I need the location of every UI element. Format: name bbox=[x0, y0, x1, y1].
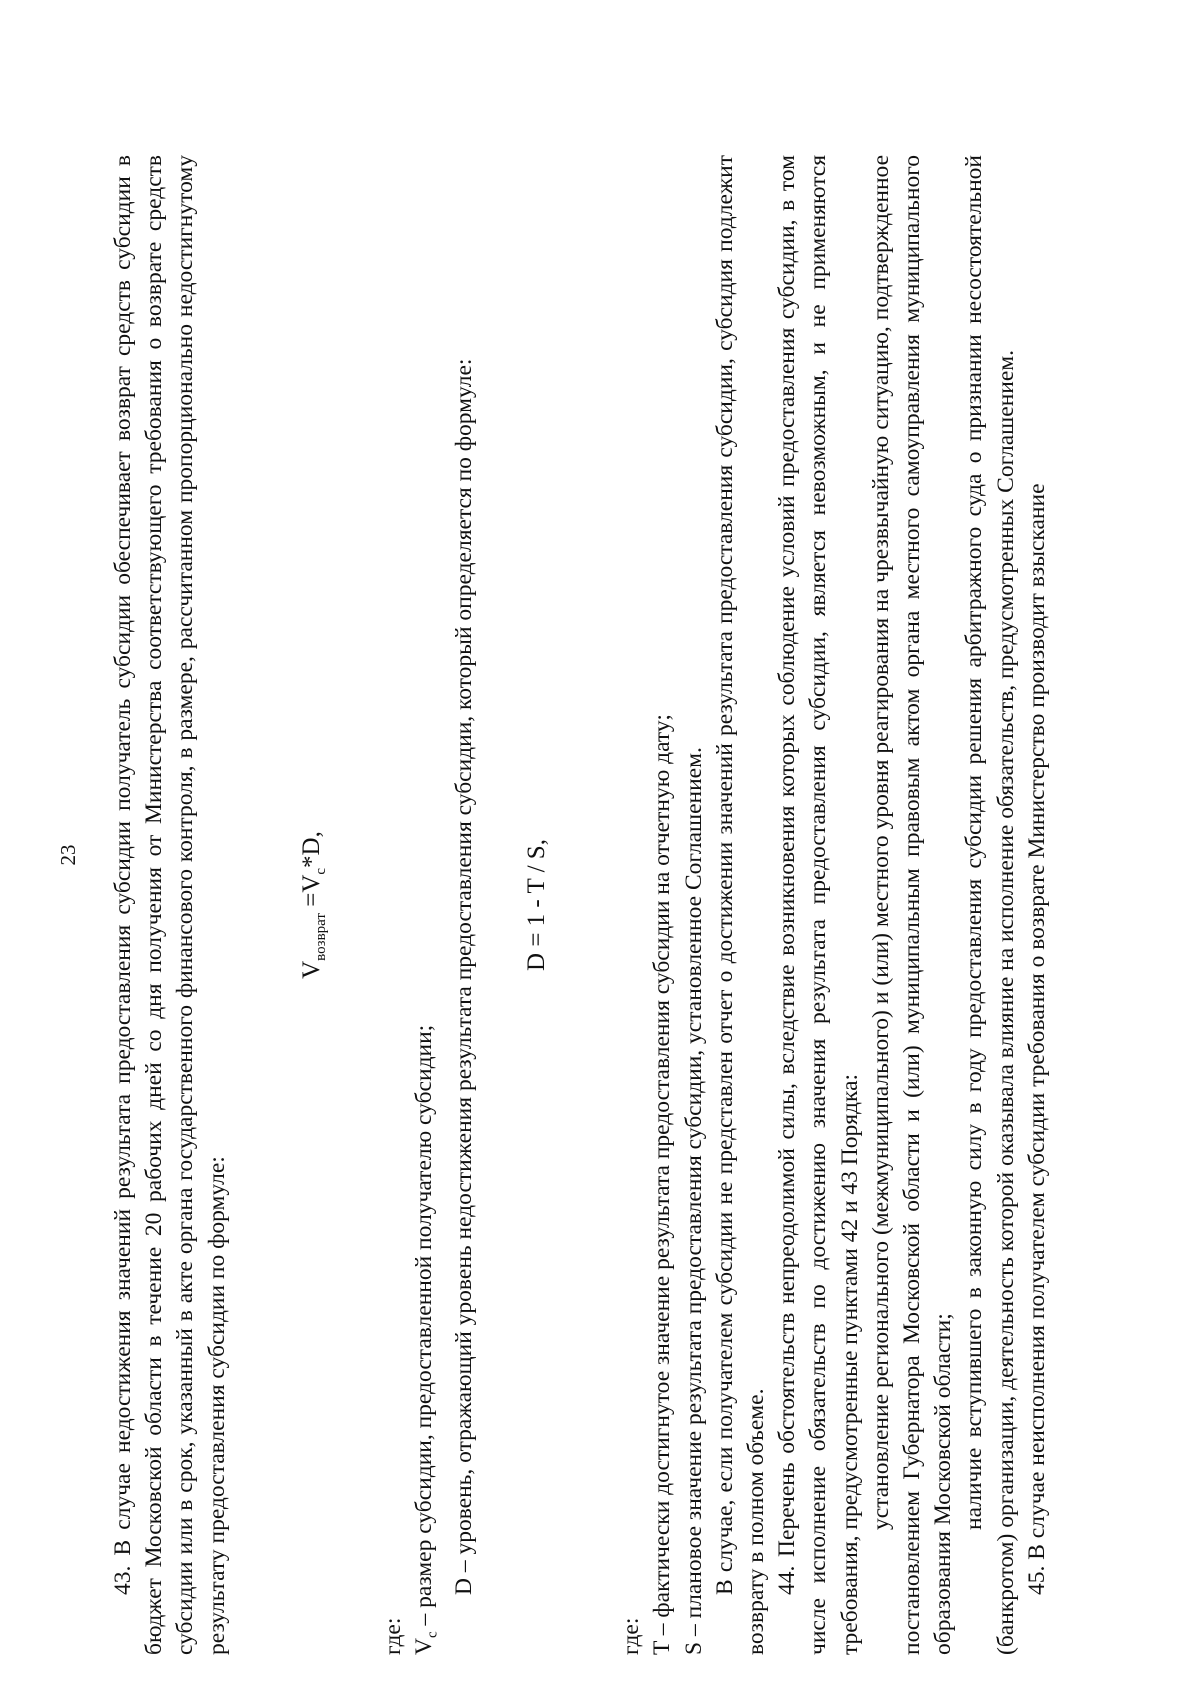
paragraph-44: 44. Перечень обстоятельств непреодолимой силы, вследствие возникновения которых соблюдение условий предоставления субсидии, в том числе исполнение обязательств по достижению значения результата предоставления субсидии, является невозможным, и не применяются требования, предусмотренные пунктами 42 и 43 Порядка: bbox=[774, 155, 863, 1655]
legend-vc-symbol: V bbox=[411, 1638, 438, 1655]
formula-rest: *D, bbox=[297, 831, 325, 868]
formula-level: D = 1 - T / S, bbox=[523, 839, 551, 971]
legend-t: T – фактически достигнутое значение результата предоставления субсидии на отчетную дату; bbox=[649, 714, 676, 1655]
legend-vc-text: – размер субсидии, предоставленной получателю субсидии; bbox=[411, 1024, 438, 1632]
legend-vc-subscript: c bbox=[424, 1631, 441, 1639]
where-label: где: bbox=[618, 1617, 645, 1655]
spacer bbox=[554, 155, 616, 1655]
legend-s: S – плановое значение результата предоставления субсидии, установленное Соглашением. bbox=[680, 747, 707, 1655]
document-page bbox=[50, 55, 1150, 1655]
spacer bbox=[338, 155, 378, 1655]
legend-d: D – уровень, отражающий уровень недостижения результата предоставления субсидии, который определяется по формуле: bbox=[450, 358, 477, 1595]
legend-vc bbox=[409, 155, 449, 1655]
spacer bbox=[480, 155, 520, 1655]
formula-lhs: V bbox=[297, 960, 325, 979]
formula-equals: =V bbox=[297, 874, 325, 914]
document-body bbox=[108, 155, 1053, 1655]
paragraph-43: 43. В случае недостижения значений результата предоставления субсидии получатель субсидии обеспечивает возврат средств субсидии в бюджет Московской области в течение 20 рабочих дней со дня получения от Министерства соответствующего требования о возврате средств субсидии или в срок, указанный в акте органа государственного финансового контроля, в размере, рассчитанном пропорционально недостигнутому результату предоставления субсидии по формуле: bbox=[110, 155, 230, 1655]
spacer bbox=[233, 155, 295, 1655]
formula-refund bbox=[295, 155, 338, 1655]
where-label: где: bbox=[379, 1617, 406, 1655]
formula-rhs-subscript: c bbox=[312, 867, 329, 875]
paragraph-44-item-2: наличие вступившего в законную силу в году предоставления субсидии решения арбитражного суда о признании несостоятельной (банкротом) организации, деятельность которой оказывала влияние на исполнение обязательств, предусмотренных Соглашением. bbox=[961, 155, 1019, 1655]
page-number: 23 bbox=[56, 844, 80, 866]
paragraph-45: 45. В случае неисполнения получателем субсидии требования о возврате Министерство производит взыскание bbox=[1023, 483, 1050, 1595]
formula-lhs-subscript: возврат bbox=[312, 913, 329, 961]
paragraph-44-item-1: установление регионального (межмуниципального) и (или) местного уровня реагирования на чрезвычайную ситуацию, подтвержденное постановлением Губернатора Московской области и (или) муниципальным правовым актом органа местного самоуправления муниципального образования Московской области; bbox=[867, 155, 957, 1655]
paragraph-report: В случае, если получателем субсидии не представлен отчет о достижении значений результата предоставления субсидии, субсидия подлежит возврату в полном объеме. bbox=[711, 155, 769, 1655]
